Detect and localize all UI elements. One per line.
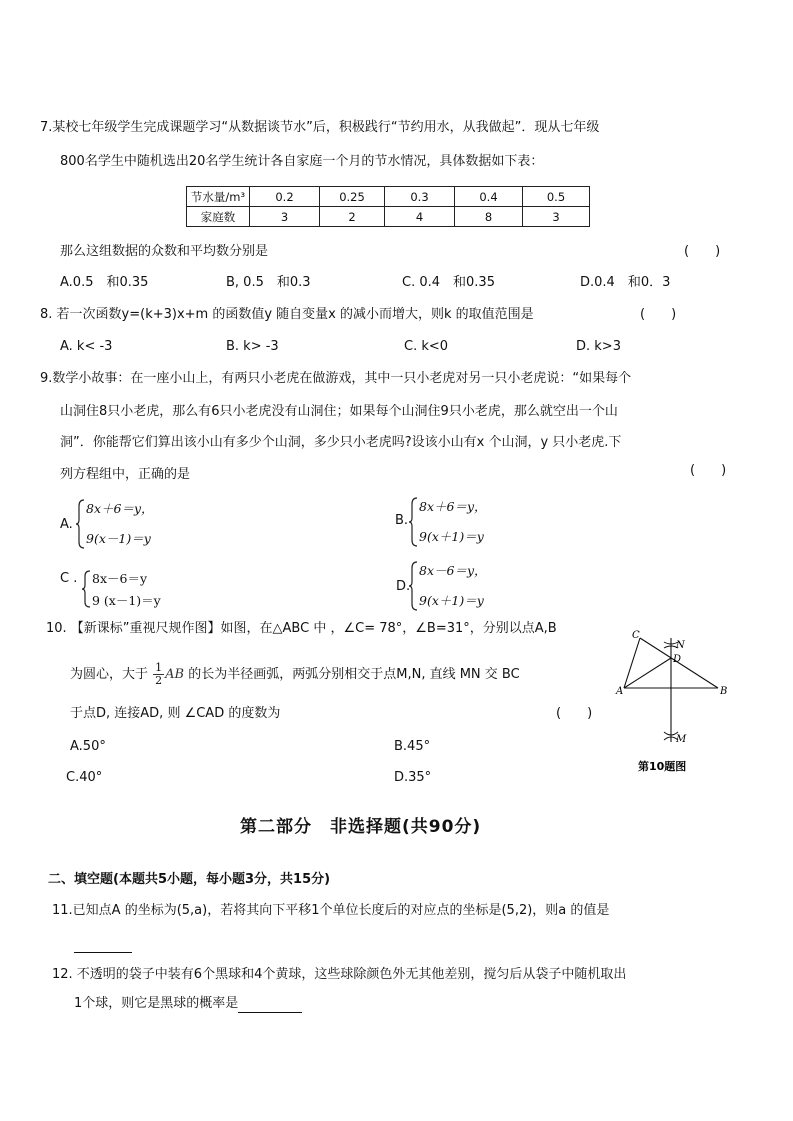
segment-ad <box>624 658 671 688</box>
label-d: D <box>673 654 682 665</box>
table-cell: 0.25 <box>320 187 385 207</box>
q9-option-c-eq1: 8x－6＝y <box>92 571 148 586</box>
q9-option-b-system <box>409 496 529 548</box>
brace-icon <box>409 496 419 548</box>
q9-option-b-eq2: 9(x＋1)＝y <box>419 529 484 544</box>
q8-option-d: D. k>3 <box>576 339 621 354</box>
q10-figure <box>608 622 748 778</box>
brace-icon <box>82 569 92 609</box>
label-c: C <box>632 630 640 641</box>
q10-fraction-var: AB <box>165 667 185 682</box>
q9-option-a-label: A. <box>60 517 73 532</box>
q10-line1: 10. 【新课标”重视尺规作图】如图，在△ABC 中 ，∠C= 78°，∠B=31°，分别以点A,B <box>46 621 557 636</box>
q12-line2 <box>74 995 302 1013</box>
table-cell: 2 <box>320 207 385 227</box>
q9-option-c-eq2: 9 (x－1)＝y <box>92 593 161 608</box>
q7-option-d: D.0.4 和0．3 <box>580 275 671 290</box>
q9-line1: 9.数学小故事：在一座小山上，有两只小老虎在做游戏，其中一只小老虎对另一只小老虎说：“如果每个 <box>40 371 632 386</box>
table-row <box>187 207 590 227</box>
q12-answer-blank[interactable] <box>238 998 302 1013</box>
q8-option-a: A. k< -3 <box>60 339 113 354</box>
table-cell: 8 <box>455 207 523 227</box>
figure-caption: 第10题图 <box>638 760 687 773</box>
q9-option-b-eq1: 8x＋6＝y， <box>419 499 487 514</box>
q9-answer-bracket: ( ) <box>690 463 727 478</box>
q10-option-c: C.40° <box>66 770 103 785</box>
q7-question: 那么这组数据的众数和平均数分别是 <box>60 244 269 259</box>
q9-option-a-eq2: 9(x－1)＝y <box>86 531 151 546</box>
q7-answer-bracket: ( ) <box>684 244 721 259</box>
q9-line3: 洞”．你能帮它们算出该小山有多少个山洞，多少只小老虎吗?设该小山有x 个山洞，y 只小老虎.下 <box>60 435 622 450</box>
q11-text: 11.已知点A 的坐标为(5,a)，若将其向下平移1个单位长度后的对应点的坐标是(5,2)，则a 的值是 <box>52 903 610 918</box>
q9-option-a-system <box>76 498 196 550</box>
table-header-savings: 节水量/m³ <box>187 187 250 207</box>
q9-option-c-system <box>82 569 202 611</box>
q8-option-b: B. k> -3 <box>226 339 279 354</box>
q9-option-a-eq1: 8x＋6＝y， <box>86 501 154 516</box>
table-row <box>187 187 590 207</box>
label-b: B <box>720 686 728 697</box>
q10-fraction-numerator: 1 <box>155 661 163 674</box>
q7-line2: 800名学生中随机选出20名学生统计各自家庭一个月的节水情况，具体数据如下表： <box>60 154 544 169</box>
q9-option-b-label: B. <box>395 513 409 528</box>
brace-icon <box>409 560 419 612</box>
table-cell: 0.2 <box>250 187 320 207</box>
q7-data-table <box>186 186 590 227</box>
q9-line4: 列方程组中，正确的是 <box>60 467 191 482</box>
q9-option-d-system <box>409 560 529 612</box>
q7-line1: 7.某校七年级学生完成课题学习“从数据谈节水”后，积极践行“节约用水，从我做起”．现从七年级 <box>40 120 600 135</box>
q8-option-c: C. k<0 <box>404 339 449 354</box>
q7-option-a: A.0.5 和0.35 <box>60 275 149 290</box>
brace-icon <box>76 498 86 550</box>
table-header-households: 家庭数 <box>187 207 250 227</box>
label-m: M <box>676 734 687 745</box>
q10-fraction <box>153 662 164 687</box>
table-cell: 3 <box>523 207 590 227</box>
q9-option-d-eq2: 9(x＋1)＝y <box>419 593 484 608</box>
part2-title: 第二部分 非选择题(共90分) <box>240 817 482 837</box>
q10-option-a: A.50° <box>70 739 106 754</box>
table-cell: 4 <box>385 207 455 227</box>
label-a: A <box>616 686 624 697</box>
table-cell: 0.5 <box>523 187 590 207</box>
table-cell: 0.4 <box>455 187 523 207</box>
q9-option-d-eq1: 8x－6＝y， <box>419 563 487 578</box>
side-ca <box>624 638 640 688</box>
q10-option-b: B.45° <box>394 739 431 754</box>
q12-line1: 12. 不透明的袋子中装有6个黑球和4个黄球，这些球除颜色外无其他差别，搅匀后从袋子中随机取出 <box>52 967 627 982</box>
q10-option-d: D.35° <box>394 770 432 785</box>
q10-line2-post: 的长为半径画弧，两弧分别相交于点M,N, 直线 MN 交 BC <box>188 667 520 682</box>
table-cell: 3 <box>250 207 320 227</box>
section-heading: 二、填空题(本题共5小题，每小题3分，共15分) <box>48 872 331 887</box>
table-cell: 0.3 <box>385 187 455 207</box>
q9-line2: 山洞住8只小老虎，那么有6只小老虎没有山洞住；如果每个山洞住9只小老虎，那么就空出一个山 <box>60 404 618 419</box>
q8-text: 8. 若一次函数y=(k+3)x+m 的函数值y 随自变量x 的减小而增大，则k 的取值范围是 <box>40 307 534 322</box>
q10-line3: 于点D, 连接AD, 则 ∠CAD 的度数为 <box>70 706 281 721</box>
q9-option-c-label: C . <box>60 571 78 586</box>
q12-line2-text: 1个球，则它是黑球的概率是 <box>74 996 239 1011</box>
q7-option-b: B, 0.5 和0.3 <box>226 275 311 290</box>
q11-answer-blank[interactable] <box>74 935 132 953</box>
q10-line2 <box>70 662 520 687</box>
q10-fraction-denominator: 2 <box>155 674 163 687</box>
q10-line2-pre: 为圆心，大于 <box>70 667 149 682</box>
q9-option-d-label: D. <box>396 579 411 594</box>
q10-answer-bracket: ( ) <box>556 706 593 721</box>
q8-answer-bracket: ( ) <box>640 307 677 322</box>
q7-option-c: C. 0.4 和0.35 <box>402 275 495 290</box>
label-n: N <box>676 640 685 651</box>
